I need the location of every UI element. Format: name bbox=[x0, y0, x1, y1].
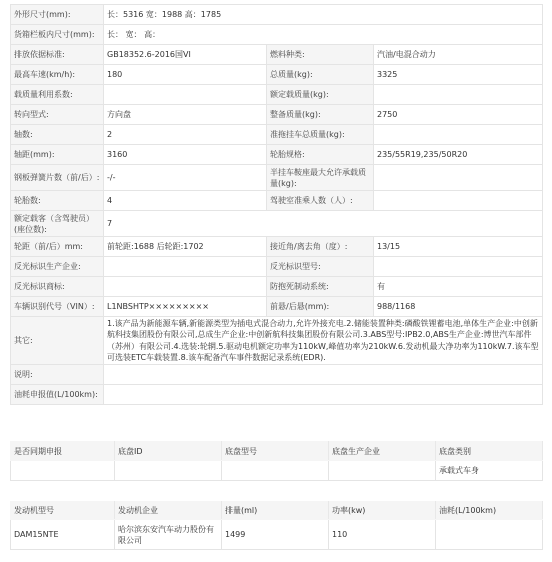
fuel-consumption-value bbox=[104, 385, 543, 405]
chassis-data-row bbox=[11, 461, 543, 481]
approach-value: 13/15 bbox=[374, 237, 543, 257]
engine-header-model: 发动机型号 bbox=[11, 502, 115, 520]
note-label: 说明: bbox=[11, 365, 104, 385]
fuel-value: 汽油/电混合动力 bbox=[374, 45, 543, 65]
param-row bbox=[11, 85, 543, 105]
param-row bbox=[11, 165, 543, 191]
wheels-label: 轮胎数: bbox=[11, 191, 104, 211]
saddle-load-label: 半挂车鞍座最大允许承载质量(kg): bbox=[267, 165, 374, 191]
param-row bbox=[11, 45, 543, 65]
engine-header-power: 功率(kw) bbox=[329, 502, 436, 520]
param-row bbox=[11, 237, 543, 257]
cab-seats-label: 驾驶室准乘人数（人）: bbox=[267, 191, 374, 211]
seats-value: 7 bbox=[104, 211, 543, 237]
axles-label: 轴数: bbox=[11, 125, 104, 145]
reflector-model-value bbox=[374, 257, 543, 277]
steering-label: 转向型式: bbox=[11, 105, 104, 125]
overhang-value: 988/1168 bbox=[374, 297, 543, 317]
track-label: 轮距（前/后）mm: bbox=[11, 237, 104, 257]
reflector-maker-value bbox=[104, 257, 267, 277]
engine-header-row bbox=[11, 502, 543, 520]
rated-load-label: 额定载质量(kg): bbox=[267, 85, 374, 105]
param-row bbox=[11, 365, 543, 385]
curb-mass-label: 整备质量(kg): bbox=[267, 105, 374, 125]
approach-label: 接近角/离去角（度）: bbox=[267, 237, 374, 257]
leaf-springs-label: 钢板弹簧片数（前/后）: bbox=[11, 165, 104, 191]
reflector-brand-label: 反光标识商标: bbox=[11, 277, 104, 297]
engine-header-fuel: 油耗(L/100km) bbox=[436, 502, 543, 520]
vin-value: L1NBSHTP××××××××× bbox=[104, 297, 267, 317]
steering-value: 方向盘 bbox=[104, 105, 267, 125]
load-util-value bbox=[104, 85, 267, 105]
rated-load-value bbox=[374, 85, 543, 105]
load-util-label: 载质量利用系数: bbox=[11, 85, 104, 105]
max-speed-label: 最高车速(km/h): bbox=[11, 65, 104, 85]
emission-label: 排放依据标准: bbox=[11, 45, 104, 65]
dimensions-value: 长：5316 宽：1988 高：1785 bbox=[104, 5, 543, 25]
chassis-header-model: 底盘型号 bbox=[222, 442, 329, 461]
seats-label: 额定载客（含驾驶员）(座位数): bbox=[11, 211, 104, 237]
param-row bbox=[11, 105, 543, 125]
engine-model-value: DAM15NTE bbox=[11, 520, 115, 550]
engine-header-displacement: 排量(ml) bbox=[222, 502, 329, 520]
abs-label: 防抱死制动系统: bbox=[267, 277, 374, 297]
fuel-label: 燃料种类: bbox=[267, 45, 374, 65]
reflector-brand-value bbox=[104, 277, 267, 297]
param-row bbox=[11, 277, 543, 297]
param-row bbox=[11, 25, 543, 45]
chassis-model-value bbox=[222, 461, 329, 481]
param-row bbox=[11, 125, 543, 145]
total-mass-value: 3325 bbox=[374, 65, 543, 85]
other-label: 其它: bbox=[11, 317, 104, 365]
chassis-sync-value bbox=[11, 461, 115, 481]
chassis-id-value bbox=[115, 461, 222, 481]
dimensions-label: 外形尺寸(mm): bbox=[11, 5, 104, 25]
param-row bbox=[11, 65, 543, 85]
reflector-maker-label: 反光标识生产企业: bbox=[11, 257, 104, 277]
tires-value: 235/55R19,235/50R20 bbox=[374, 145, 543, 165]
track-value: 前轮距:1688 后轮距:1702 bbox=[104, 237, 267, 257]
param-row bbox=[11, 317, 543, 365]
cargo-box-label: 货箱栏板内尺寸(mm): bbox=[11, 25, 104, 45]
reflector-model-label: 反光标识型号: bbox=[267, 257, 374, 277]
param-row bbox=[11, 211, 543, 237]
param-row bbox=[11, 385, 543, 405]
cab-seats-value bbox=[374, 191, 543, 211]
tires-label: 轮胎规格: bbox=[267, 145, 374, 165]
fuel-consumption-label: 油耗申报值(L/100km): bbox=[11, 385, 104, 405]
total-mass-label: 总质量(kg): bbox=[267, 65, 374, 85]
chassis-header-maker: 底盘生产企业 bbox=[329, 442, 436, 461]
chassis-header-type: 底盘类别 bbox=[436, 442, 543, 461]
leaf-springs-value: -/- bbox=[104, 165, 267, 191]
param-row bbox=[11, 5, 543, 25]
engine-power-value: 110 bbox=[329, 520, 436, 550]
engine-header-maker: 发动机企业 bbox=[115, 502, 222, 520]
curb-mass-value: 2750 bbox=[374, 105, 543, 125]
trailer-mass-value bbox=[374, 125, 543, 145]
abs-value: 有 bbox=[374, 277, 543, 297]
chassis-table bbox=[10, 441, 543, 481]
chassis-type-value: 承载式车身 bbox=[436, 461, 543, 481]
vehicle-parameters-table bbox=[10, 4, 543, 405]
overhang-label: 前悬/后悬(mm): bbox=[267, 297, 374, 317]
chassis-header-id: 底盘ID bbox=[115, 442, 222, 461]
engine-table bbox=[10, 501, 543, 550]
engine-maker-value: 哈尔滨东安汽车动力股份有限公司 bbox=[115, 520, 222, 550]
param-row bbox=[11, 191, 543, 211]
wheelbase-label: 轴距(mm): bbox=[11, 145, 104, 165]
engine-fuel-value bbox=[436, 520, 543, 550]
cargo-box-value: 长： 宽： 高： bbox=[104, 25, 543, 45]
chassis-maker-value bbox=[329, 461, 436, 481]
wheelbase-value: 3160 bbox=[104, 145, 267, 165]
chassis-header-sync: 是否同期申报 bbox=[11, 442, 115, 461]
axles-value: 2 bbox=[104, 125, 267, 145]
param-row bbox=[11, 257, 543, 277]
trailer-mass-label: 准拖挂车总质量(kg): bbox=[267, 125, 374, 145]
chassis-header-row bbox=[11, 442, 543, 461]
param-row bbox=[11, 297, 543, 317]
note-value bbox=[104, 365, 543, 385]
engine-data-row bbox=[11, 520, 543, 550]
engine-displacement-value: 1499 bbox=[222, 520, 329, 550]
wheels-value: 4 bbox=[104, 191, 267, 211]
param-row bbox=[11, 145, 543, 165]
max-speed-value: 180 bbox=[104, 65, 267, 85]
vin-label: 车辆识别代号（VIN）: bbox=[11, 297, 104, 317]
other-value: 1.该产品为新能源车辆,新能源类型为插电式混合动力,允许外接充电.2.储能装置种类:磷酸铁锂蓄电池,单体生产企业:中创新航科技集团股份有限公司,总成生产企业:中创新航科技集团股份有限公司.3.ABS型号:IPB2.0,ABS生产企业:博世汽车部件（苏州）有限公司.4.选装:轮辋.5.驱动电机额定功率为110kW,峰值功率为210kW.6.发动机最大净功率为110kW.7.该车型可选装ETC车载装置.8.该车配备汽车事件数据记录系统(EDR). bbox=[104, 317, 543, 365]
emission-value: GB18352.6-2016国VI bbox=[104, 45, 267, 65]
saddle-load-value bbox=[374, 165, 543, 191]
